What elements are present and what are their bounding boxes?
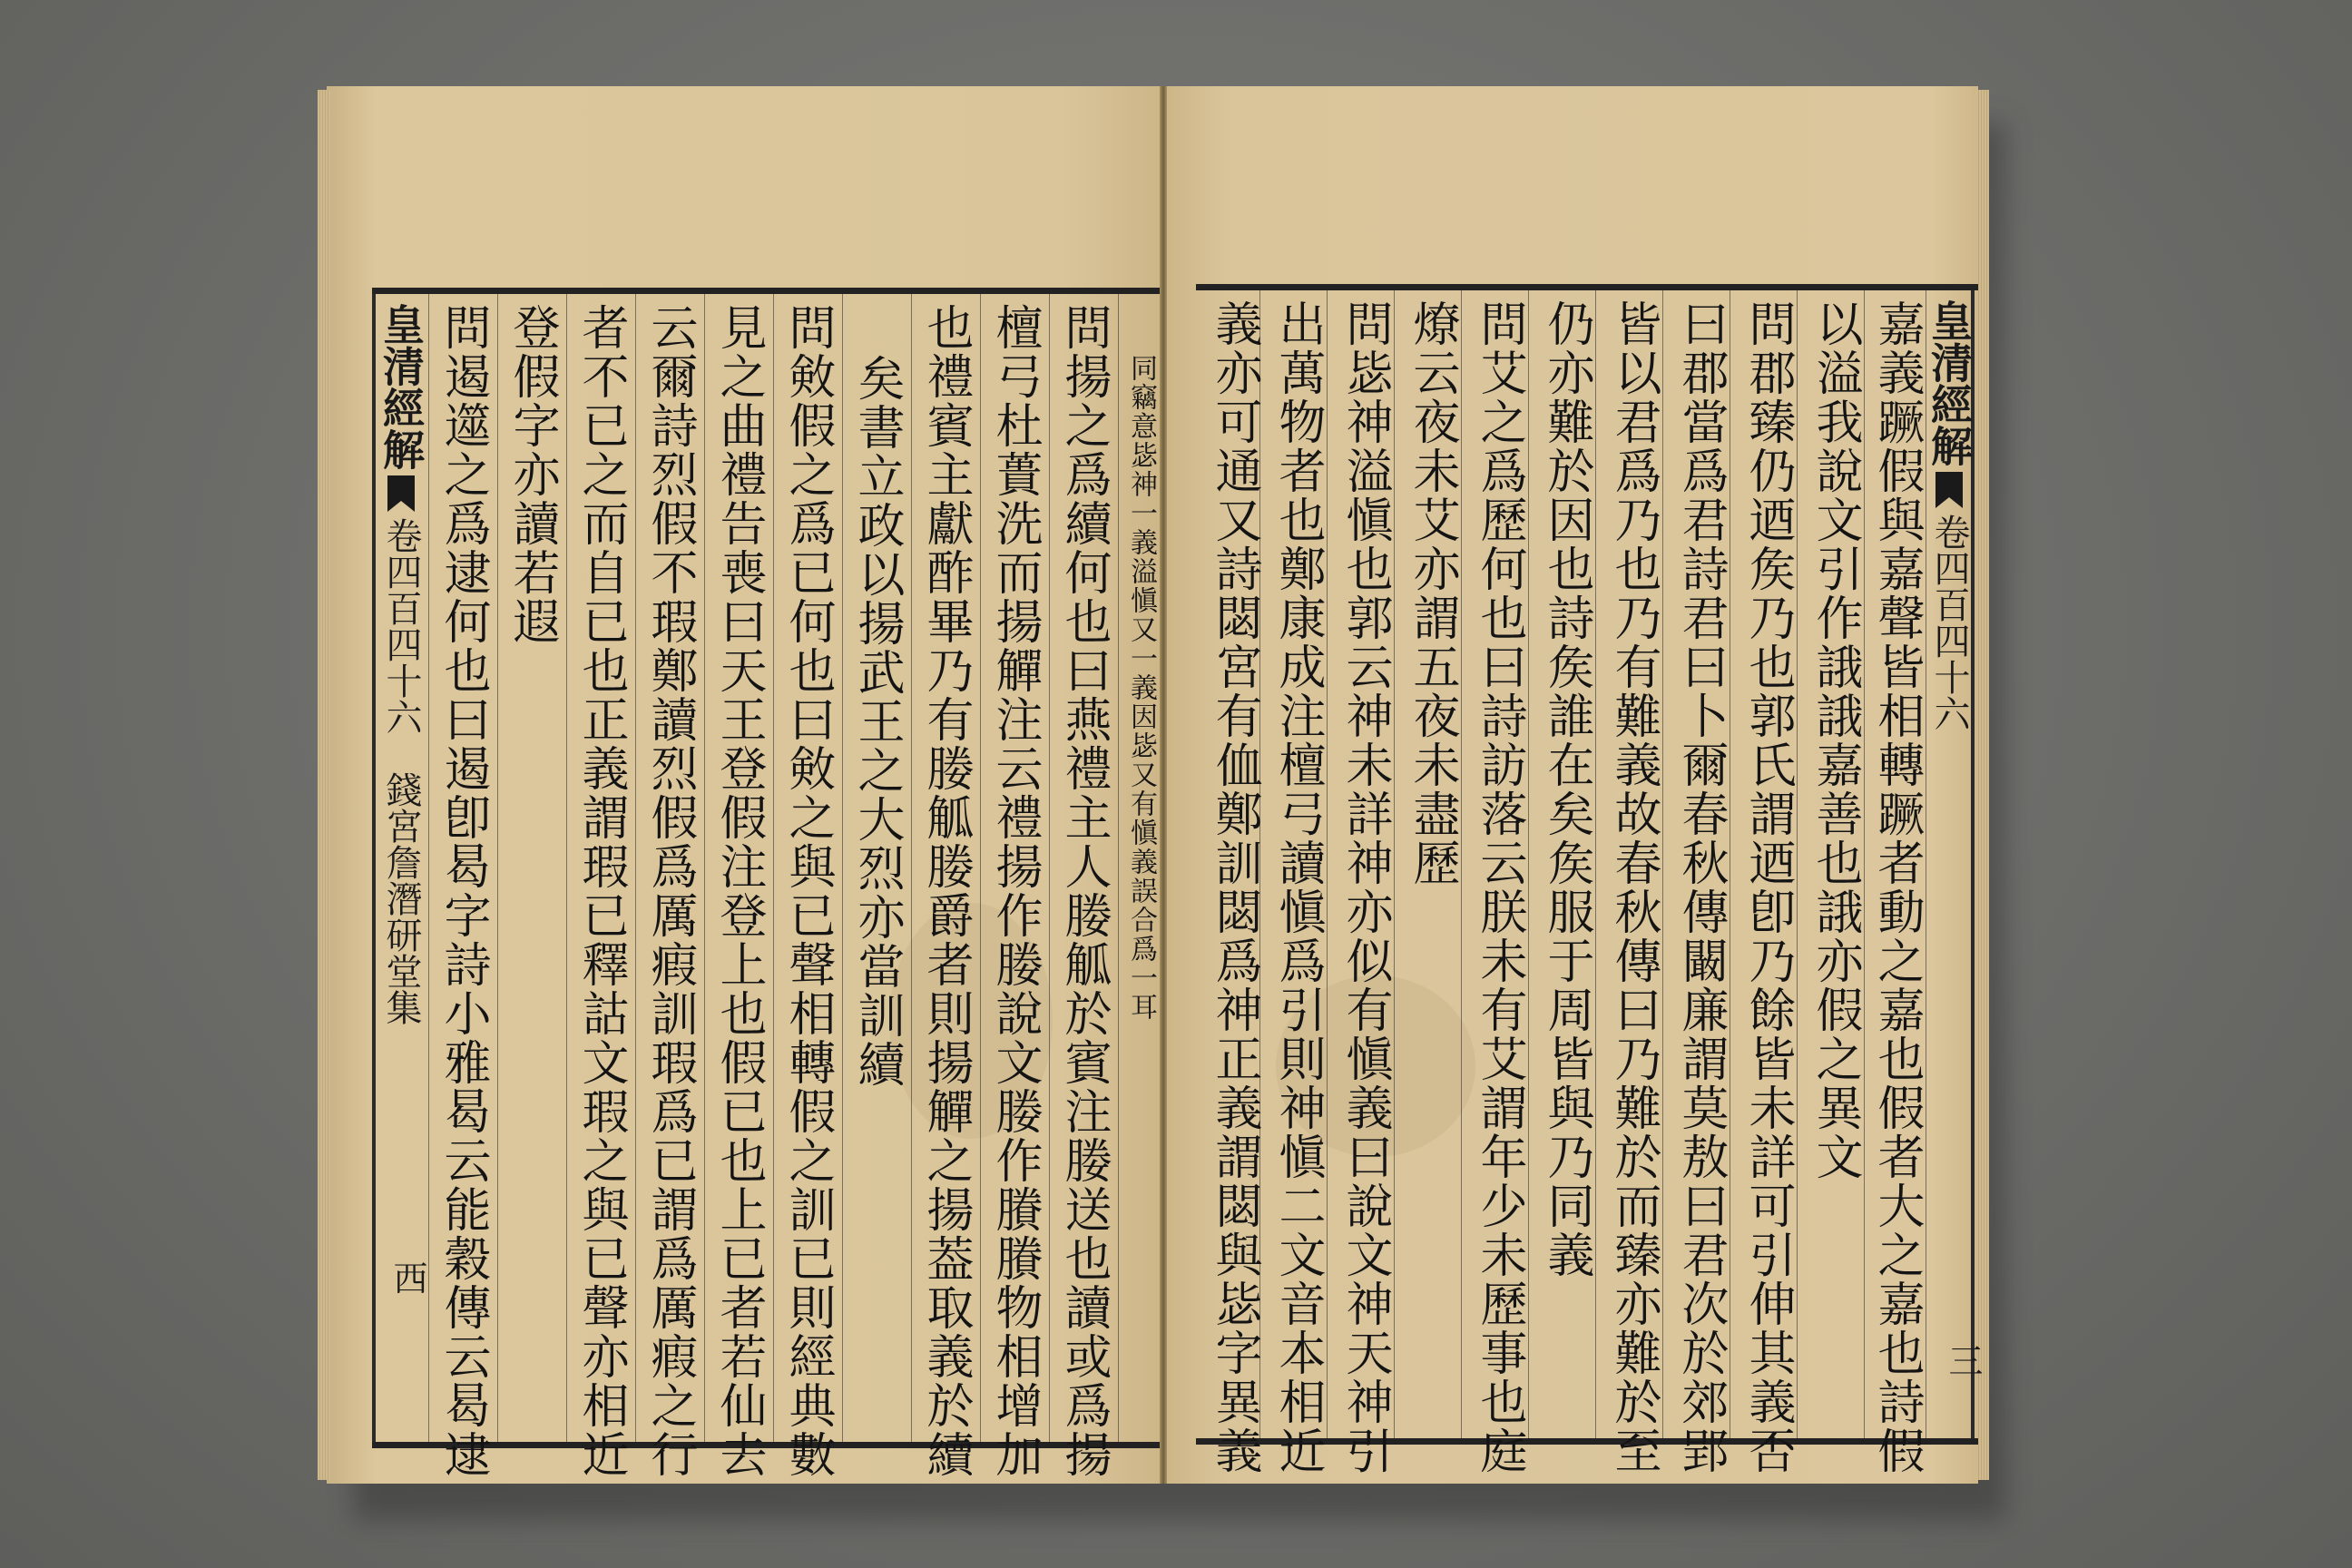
text-column: 曰郡當爲君詩君曰卜爾春秋傳闞廉謂莫敖曰君次於郊郢 [1673,299,1728,1475]
column-rule [1327,290,1328,1438]
text-column: 同竊意毖神一義溢愼又一義因毖又有愼義誤合爲一耳 [1125,354,1157,1022]
fish-tail-mark-icon [1936,472,1963,508]
left-page-edge [318,90,330,1480]
text-column: 義亦可通又詩閟宮有侐鄭訓閟爲神正義謂閟與毖字異義 [1207,299,1261,1475]
right-page-edge [1976,90,1989,1480]
text-column: 問揚之爲續何也曰燕禮主人媵觚於賓注媵送也讀或爲揚 [1056,303,1111,1479]
text-column: 問㪘假之爲已何也曰㪘之與已聲相轉假之訓已則經典數 [780,303,835,1479]
text-column: 也禮賓主獻酢畢乃有媵觚媵爵者則揚觶之揚葢取義於續 [918,303,973,1479]
column-rule [1595,290,1596,1438]
column-rule [1461,290,1462,1438]
text-column: 仍亦難於因也詩矦誰在矣矦服于周皆與乃同義 [1539,299,1593,1279]
left-text-frame [372,288,1160,1479]
column-rule [1797,290,1798,1438]
text-column: 問遏遾之爲逮何也曰遏卽曷字詩小雅曷云能穀傳云曷逮 [436,303,490,1479]
column-rule [497,294,498,1442]
right-text-frame [1196,284,1983,1475]
text-column: 問艾之爲歷何也曰詩訪落云朕未有艾謂年少未歷事也庭 [1472,299,1526,1475]
folio-number: 三 [1943,1343,1983,1377]
column-rule [1118,294,1119,1442]
column-rule [842,294,843,1442]
column-rule [911,294,912,1442]
column-rule [1049,294,1050,1442]
volume-number: 卷四百四十六 [1928,514,1970,731]
right-margin-banner [1925,299,1974,1429]
volume-number: 卷四百四十六 [380,517,422,735]
open-book [327,86,1983,1484]
text-column: 皆以君爲乃也乃有難義故春秋傳曰乃難於而臻亦難於至 [1606,299,1661,1475]
text-column: 以溢我說文引作誐誐嘉善也誐亦假之異文 [1808,299,1862,1181]
column-rule [704,294,705,1442]
book-title: 皇清經解 [1925,299,1974,466]
left-page [327,86,1160,1484]
text-column: 檀弓杜蕢洗而揚觶注云禮揚作媵說文媵作賸賸物相增加 [987,303,1042,1479]
book-title: 皇清經解 [377,303,426,470]
column-rule [1394,290,1395,1438]
column-rule [428,294,429,1442]
text-column: 出萬物者也鄭康成注檀弓讀愼爲引則神愼二文音本相近 [1270,299,1325,1475]
text-column: 問毖神溢愼也郭云神未詳神亦似有愼義曰說文神天神引 [1338,299,1392,1475]
text-column: 矣書立政以揚武王之大烈亦當訓續 [849,354,904,1089]
folio-number: 西 [387,1260,427,1295]
column-rule [980,294,981,1442]
text-column: 云爾詩烈假不瑕鄭讀烈假爲厲瘕訓瑕爲已謂爲厲瘕之行 [642,303,697,1479]
column-rule [1528,290,1529,1438]
text-column: 嘉義蹶假與嘉聲皆相轉蹶者動之嘉也假者大之嘉也詩假 [1869,299,1924,1475]
book-gutter [1160,86,1167,1484]
column-rule [1662,290,1663,1438]
column-rule [566,294,567,1442]
text-column: 者不已之而自已也正義謂瑕已釋詁文瑕之與已聲亦相近 [573,303,628,1479]
column-rule [635,294,636,1442]
column-rule [1864,290,1865,1438]
text-column: 問郡臻仍迺矦乃也郭氏謂迺卽乃餘皆未詳可引伸其義否 [1740,299,1795,1475]
column-rule [773,294,774,1442]
text-column: 見之曲禮告喪曰天王登假注登上也假已也上已者若仙去 [711,303,766,1479]
text-column: 燎云夜未艾亦謂五夜未盡歷 [1405,299,1459,887]
collection-name: 錢宮詹潛研堂集 [380,771,422,1025]
text-column: 登假字亦讀若遐 [505,303,559,646]
